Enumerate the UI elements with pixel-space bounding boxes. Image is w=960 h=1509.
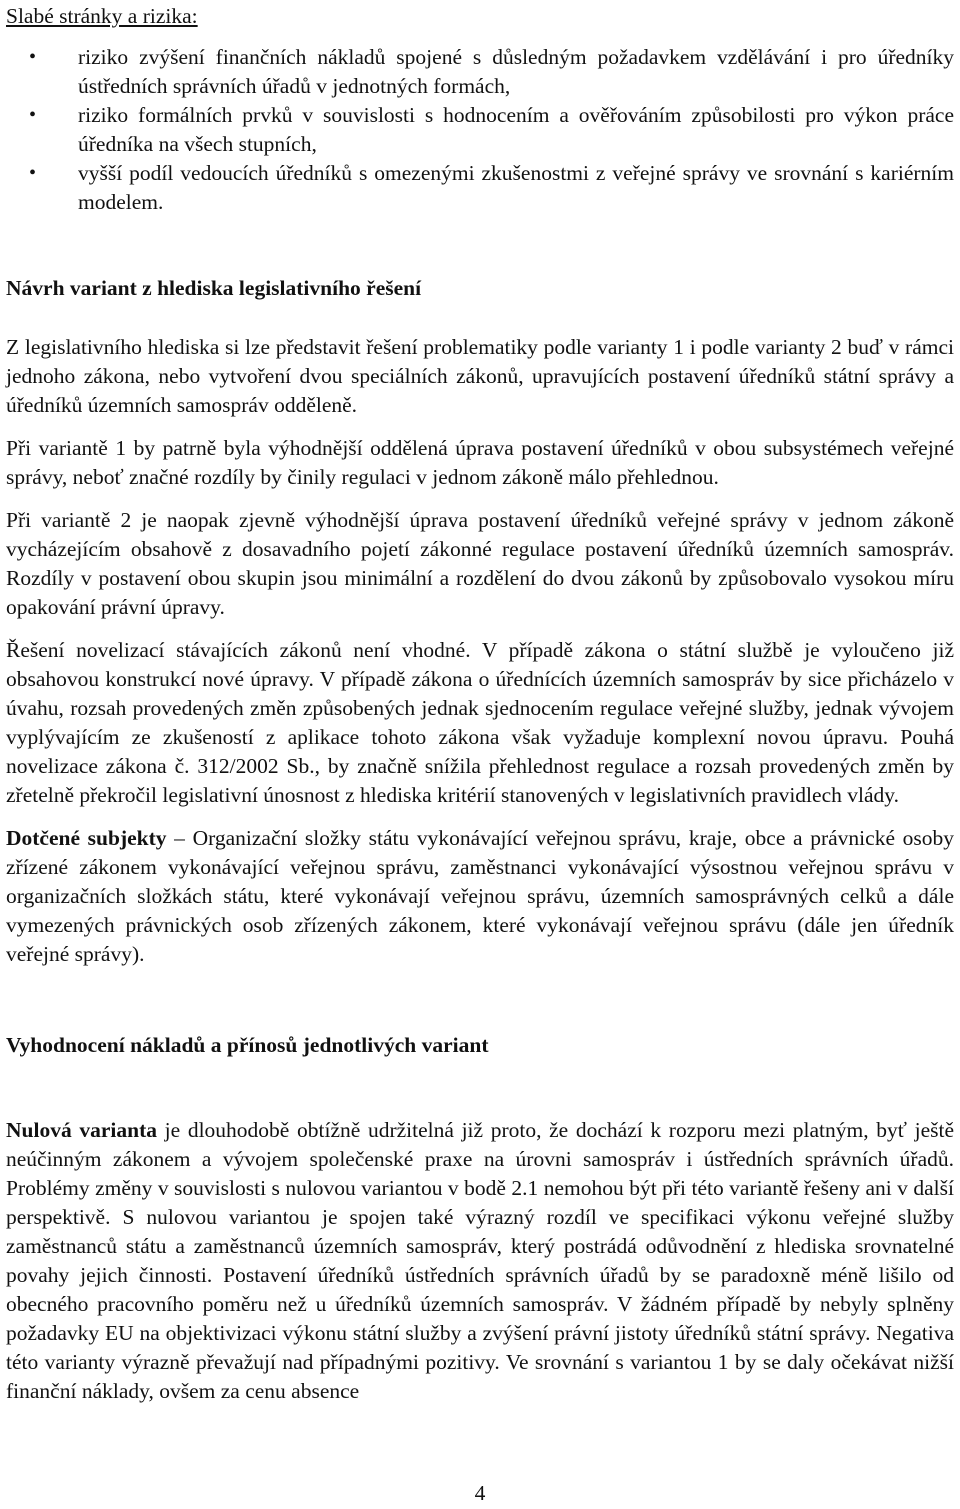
list-item-text: riziko formálních prvků v souvislosti s hodnocením a ověřováním způsobilosti pro výkon práce úředníka na všech stupních, [78, 103, 954, 156]
evaluation-heading: Vyhodnocení nákladů a přínosů jednotlivých variant [6, 1033, 489, 1057]
legislative-heading: Návrh variant z hlediska legislativního řešení [6, 276, 422, 300]
bullet-icon: • [29, 104, 37, 126]
weaknesses-label: Slabé stránky a rizika: [6, 4, 198, 28]
bullet-icon: • [29, 162, 37, 184]
list-item-text: riziko zvýšení finančních nákladů spojené s důsledným požadavkem vzdělávání i pro úředníky ústředních správních úřadů v jednotných formách, [78, 45, 954, 98]
affected-subjects-text: – Organizační složky státu vykonávající veřejnou správu, kraje, obce a právnické osoby zřízené zákonem vykonávající veřejnou správu, zaměstnanci vykonávající výsostnou veřejnou správu v organizačních složkách státu, které vykonávají veřejnou správu, územních samosprávných celků a dále vymezených právnických osob zřízených zákonem, které vykonávají veřejnou správu (dále jen úředník veřejné správy). [6, 826, 955, 966]
legislative-paragraph: Při variantě 2 je naopak zjevně výhodnější úprava postavení úředníků veřejné správy v jednom zákoně vycházejícím obsahově z dosavadního pojetí zákonné regulace postavení úředníků územních samospráv. Rozdíly v postavení obou skupin jsou minimální a rozdělení do dvou zákonů by způsobovalo vysokou míru opakování právní úpravy. [6, 508, 954, 619]
list-item [29, 101, 954, 159]
affected-subjects-label: Dotčené subjekty [6, 826, 167, 850]
zero-variant-paragraph [6, 1116, 954, 1406]
weaknesses-list [6, 43, 954, 217]
list-item [29, 159, 954, 217]
legislative-paragraph: Z legislativního hlediska si lze představit řešení problematiky podle varianty 1 i podle varianty 2 buď v rámci jednoho zákona, nebo vytvoření dvou speciálních zákonů, upravujících postavení úředníků státní správy a úředníků územních samospráv odděleně. [6, 335, 954, 417]
document-page [6, 0, 954, 1406]
legislative-paragraph: Při variantě 1 by patrně byla výhodnější oddělená úprava postavení úředníků v obou subsystémech veřejné správy, neboť značné rozdíly by činily regulaci v jednom zákoně málo přehlednou. [6, 436, 954, 489]
affected-subjects-paragraph [6, 824, 954, 969]
page-number: 4 [474, 1481, 486, 1505]
list-item [29, 43, 954, 101]
list-item-text: vyšší podíl vedoucích úředníků s omezenými zkušenostmi z veřejné správy ve srovnání s kariérním modelem. [78, 161, 954, 214]
zero-variant-label: Nulová varianta [6, 1118, 157, 1142]
bullet-icon: • [29, 46, 37, 68]
zero-variant-text: je dlouhodobě obtížně udržitelná již proto, že dochází k rozporu mezi platným, byť ještě neúčinným zákonem a vývojem společenské praxe na úrovni samospráv i ústředních správních úřadů. Problémy změny v souvislosti s nulovou variantou v bodě 2.1 nemohou být při této variantě řešeny ani v další perspektivě. S nulovou variantou je spojen také výrazný rozdíl ve specifikaci výkonu veřejné služby zaměstnanců státu a zaměstnanců územních samospráv, který postrádá odůvodnění z hlediska srovnatelné povahy jejich činnosti. Postavení úředníků ústředních správních úřadů by se paradoxně méně lišilo od obecného pracovního poměru než u úředníků územních samospráv. V žádném případě by nebyly splněny požadavky EU na objektivizaci výkonu státní služby a zvýšení právní jistoty úředníků státní správy. Negativa této varianty výrazně převažují nad případnými pozitivy. Ve srovnání s variantou 1 by se daly očekávat nižší finanční náklady, ovšem za cenu absence [6, 1118, 954, 1403]
legislative-paragraph: Řešení novelizací stávajících zákonů není vhodné. V případě zákona o státní službě je vyloučeno již obsahovou konstrukcí nové úpravy. V případě zákona o úřednících územních samospráv by sice přicházelo v úvahu, rozsah provedených změn způsobených jednak sjednocením regulace veřejné služby, jednak vývojem vyplývajícím ze zkušeností z aplikace tohoto zákona však vyžaduje komplexní novou úpravu. Pouhá novelizace zákona č. 312/2002 Sb., by značně snížila přehlednost regulace a rozsah provedených změn by zřetelně překročil legislativní únosnost z hlediska kritérií stanovených v legislativních pravidlech vlády. [6, 638, 954, 807]
